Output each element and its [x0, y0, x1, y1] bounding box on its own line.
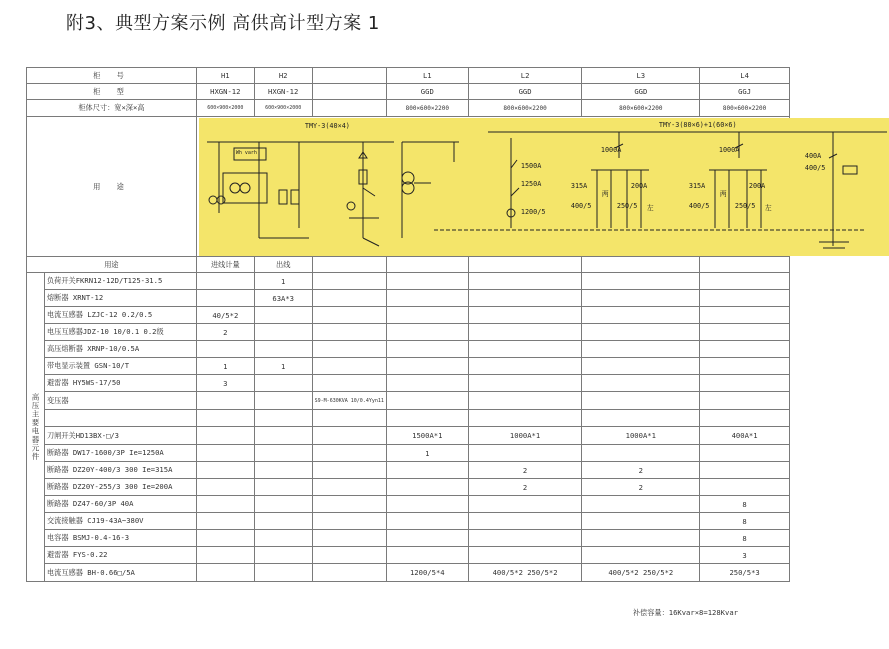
component-cell [582, 375, 700, 392]
component-cell [468, 341, 582, 358]
compensation-note: 补偿容量：16Kvar×8=128Kvar [632, 608, 738, 617]
component-cell: 2 [582, 462, 700, 479]
component-cell: 40/5*2 [196, 307, 254, 324]
component-cell [196, 530, 254, 547]
component-cell [582, 530, 700, 547]
component-cell [312, 273, 386, 290]
component-cell [254, 530, 312, 547]
component-cell [254, 427, 312, 445]
l1-label-a: 1500A [520, 161, 542, 170]
busbar-right-label: TMY-3(80×6)+1(60×6) [658, 120, 737, 129]
l3-label-c: 200A [748, 181, 766, 190]
header-usage: 用途 [27, 257, 197, 273]
row-usage [27, 257, 790, 273]
component-cell [312, 530, 386, 547]
component-cell [312, 410, 386, 427]
component-cell: 400/5*2 250/5*2 [582, 564, 700, 582]
component-cell [582, 307, 700, 324]
component-row [27, 392, 790, 410]
size-l1: 800×600×2200 [386, 100, 468, 117]
l3-label-a: 1000A [718, 145, 740, 154]
component-cell [582, 445, 700, 462]
component-cell [312, 375, 386, 392]
component-cell [386, 273, 468, 290]
component-name: 电流互感器 LZJC-12 0.2/0.5 [44, 307, 196, 324]
component-name: 避雷器 FYS-0.22 [44, 547, 196, 564]
component-row [27, 290, 790, 307]
l1-label-c: 1200/5 [520, 207, 546, 216]
cabinet-type-l1: GGD [386, 84, 468, 100]
cabinet-no-l3: L3 [582, 68, 700, 84]
header-usage-diagram: 用 途 [27, 117, 197, 257]
row-cabinet-type [27, 84, 790, 100]
component-cell [312, 513, 386, 530]
row-size [27, 100, 790, 117]
component-cell: 1000A*1 [582, 427, 700, 445]
group-label [27, 273, 45, 582]
component-row [27, 324, 790, 341]
component-row [27, 273, 790, 290]
usage-l1 [386, 257, 468, 273]
component-cell [196, 445, 254, 462]
meter-label: Wh varh [235, 149, 257, 156]
component-cell [312, 290, 386, 307]
component-rows [27, 273, 790, 582]
component-cell [254, 513, 312, 530]
component-cell [254, 564, 312, 582]
component-name [44, 410, 196, 427]
component-name: 断路器 DZ20Y-255/3 300 Ie=200A [44, 479, 196, 496]
l2-label-g: 左 [646, 203, 654, 212]
component-cell [468, 273, 582, 290]
component-cell [468, 392, 582, 410]
component-cell [386, 496, 468, 513]
component-row [27, 496, 790, 513]
component-cell [386, 392, 468, 410]
cabinet-no-l2: L2 [468, 68, 582, 84]
row-cabinet-no [27, 68, 790, 84]
component-cell [386, 410, 468, 427]
component-cell: 2 [196, 324, 254, 341]
component-cell: 3 [700, 547, 790, 564]
component-name: 电容器 BSMJ-0.4-16-3 [44, 530, 196, 547]
component-cell: 400A*1 [700, 427, 790, 445]
cabinet-no-l4: L4 [700, 68, 790, 84]
component-cell [468, 547, 582, 564]
component-row [27, 341, 790, 358]
l3-label-g: 左 [764, 203, 772, 212]
component-name: 电压互感器JDZ-10 10/0.1 0.2级 [44, 324, 196, 341]
component-cell: 250/5*3 [700, 564, 790, 582]
component-cell [700, 445, 790, 462]
component-cell [700, 392, 790, 410]
component-cell [312, 307, 386, 324]
component-cell [386, 479, 468, 496]
component-cell [386, 375, 468, 392]
cabinet-type-l3: GGD [582, 84, 700, 100]
component-cell [468, 530, 582, 547]
component-cell [468, 307, 582, 324]
component-name: 带电显示装置 GSN-10/T [44, 358, 196, 375]
cabinet-type-l4: GGJ [700, 84, 790, 100]
size-blank [312, 100, 386, 117]
component-cell [700, 358, 790, 375]
component-cell [700, 375, 790, 392]
component-cell [582, 273, 700, 290]
component-name: 断路器 DZ47-60/3P 40A [44, 496, 196, 513]
header-size: 柜体尺寸：宽×深×高 [27, 100, 197, 117]
group-label-text: 高压主要电器元件 [30, 393, 40, 461]
component-cell [700, 410, 790, 427]
component-cell [700, 479, 790, 496]
component-cell: 8 [700, 530, 790, 547]
component-row [27, 479, 790, 496]
component-cell [196, 427, 254, 445]
component-name: 交流接触器 CJ19-43A~380V [44, 513, 196, 530]
component-cell [468, 324, 582, 341]
row-diagram [27, 117, 790, 257]
component-cell [386, 307, 468, 324]
component-cell [386, 513, 468, 530]
component-cell [582, 410, 700, 427]
component-cell [312, 358, 386, 375]
cabinet-type-h1: HXGN-12 [196, 84, 254, 100]
cabinet-no-h2: H2 [254, 68, 312, 84]
cabinet-type-blank [312, 84, 386, 100]
component-name: 变压器 [44, 392, 196, 410]
cabinet-no-h1: H1 [196, 68, 254, 84]
l1-label-b: 1250A [520, 179, 542, 188]
component-cell [254, 392, 312, 410]
component-row [27, 307, 790, 324]
component-cell: 2 [468, 462, 582, 479]
component-cell [700, 307, 790, 324]
component-cell [196, 547, 254, 564]
l3-label-d: 400/5 [688, 201, 710, 210]
l2-label-b: 315A [570, 181, 588, 190]
component-cell: 1000A*1 [468, 427, 582, 445]
component-name: 刀闸开关HD13BX-□/3 [44, 427, 196, 445]
component-cell: 63A*3 [254, 290, 312, 307]
component-cell [468, 513, 582, 530]
l2-label-a: 1000A [600, 145, 622, 154]
component-cell [468, 358, 582, 375]
header-cabinet-type: 柜 型 [27, 84, 197, 100]
component-cell: 2 [582, 479, 700, 496]
component-row [27, 410, 790, 427]
component-row [27, 375, 790, 392]
component-cell: S9-M-630KVA 10/0.4Yyn11 [312, 392, 386, 410]
component-name: 断路器 DW17-1600/3P Ie=1250A [44, 445, 196, 462]
component-cell: 1500A*1 [386, 427, 468, 445]
component-row [27, 513, 790, 530]
page-title: 附3、典型方案示例 高供高计型方案 1 [66, 13, 380, 34]
component-cell [312, 564, 386, 582]
usage-l4 [700, 257, 790, 273]
cabinet-no-l1: L1 [386, 68, 468, 84]
component-cell [196, 392, 254, 410]
l2-label-c: 200A [630, 181, 648, 190]
component-cell [386, 462, 468, 479]
component-cell [196, 513, 254, 530]
component-row [27, 547, 790, 564]
component-cell [700, 290, 790, 307]
size-l3: 800×600×2200 [582, 100, 700, 117]
component-name: 避雷器 HY5WS-17/50 [44, 375, 196, 392]
component-cell [386, 530, 468, 547]
component-cell [254, 479, 312, 496]
component-cell [582, 358, 700, 375]
cabinet-type-l2: GGD [468, 84, 582, 100]
component-cell [468, 410, 582, 427]
component-row [27, 564, 790, 582]
component-cell: 8 [700, 513, 790, 530]
component-cell: 1200/5*4 [386, 564, 468, 582]
component-cell [254, 375, 312, 392]
component-cell [254, 324, 312, 341]
component-cell [196, 290, 254, 307]
l3-label-e: 250/5 [734, 201, 756, 210]
component-cell [312, 324, 386, 341]
component-cell [196, 410, 254, 427]
component-cell: 2 [468, 479, 582, 496]
component-cell [468, 290, 582, 307]
component-cell [254, 307, 312, 324]
component-cell [196, 462, 254, 479]
header-cabinet-no: 柜 号 [27, 68, 197, 84]
component-cell [700, 462, 790, 479]
usage-l2 [468, 257, 582, 273]
component-cell [196, 564, 254, 582]
component-cell: 8 [700, 496, 790, 513]
component-cell [386, 358, 468, 375]
component-row [27, 427, 790, 445]
component-cell [254, 496, 312, 513]
component-name: 电流互感器 BH-0.66□/5A [44, 564, 196, 582]
l3-label-b: 315A [688, 181, 706, 190]
component-cell: 1 [254, 358, 312, 375]
wiring-svg [199, 118, 889, 256]
component-cell [582, 324, 700, 341]
component-cell [196, 341, 254, 358]
component-row [27, 358, 790, 375]
component-cell [468, 496, 582, 513]
l3-label-f: 两 [719, 189, 727, 198]
component-cell [700, 273, 790, 290]
component-row [27, 445, 790, 462]
l4-label-a: 400A [804, 151, 822, 160]
single-line-diagram [196, 117, 826, 257]
component-cell [312, 462, 386, 479]
component-row [27, 462, 790, 479]
component-cell [312, 479, 386, 496]
usage-blank [312, 257, 386, 273]
component-cell [196, 496, 254, 513]
usage-l3 [582, 257, 700, 273]
component-cell [196, 479, 254, 496]
component-cell [700, 341, 790, 358]
component-name: 高压熔断器 XRNP-10/0.5A [44, 341, 196, 358]
size-l4: 800×600×2200 [700, 100, 790, 117]
component-cell [312, 427, 386, 445]
component-name: 负荷开关FKRN12-12D/T125-31.5 [44, 273, 196, 290]
component-cell [312, 445, 386, 462]
component-cell [254, 410, 312, 427]
component-cell [582, 547, 700, 564]
l2-label-e: 250/5 [616, 201, 638, 210]
component-cell [386, 290, 468, 307]
component-cell [582, 496, 700, 513]
component-cell [468, 375, 582, 392]
component-cell [386, 324, 468, 341]
component-cell [582, 392, 700, 410]
component-cell: 3 [196, 375, 254, 392]
size-h1: 600×900×2000 [196, 100, 254, 117]
size-h2: 600×900×2000 [254, 100, 312, 117]
component-cell: 1 [254, 273, 312, 290]
component-cell [254, 341, 312, 358]
l2-label-f: 两 [601, 189, 609, 198]
component-cell: 1 [386, 445, 468, 462]
component-cell: 1 [196, 358, 254, 375]
usage-h2: 出线 [254, 257, 312, 273]
component-cell: 400/5*2 250/5*2 [468, 564, 582, 582]
l4-label-b: 400/5 [804, 163, 826, 172]
component-cell [386, 547, 468, 564]
component-cell [700, 324, 790, 341]
component-name: 熔断器 XRNT-12 [44, 290, 196, 307]
component-cell [582, 290, 700, 307]
component-cell [254, 462, 312, 479]
l2-label-d: 400/5 [570, 201, 592, 210]
component-cell [196, 273, 254, 290]
component-cell [312, 341, 386, 358]
component-cell [254, 547, 312, 564]
component-name: 断路器 DZ20Y-400/3 300 Ie=315A [44, 462, 196, 479]
usage-h1: 进线计量 [196, 257, 254, 273]
component-cell [312, 547, 386, 564]
component-cell [582, 341, 700, 358]
component-row [27, 530, 790, 547]
cabinet-type-h2: HXGN-12 [254, 84, 312, 100]
scheme-table [26, 67, 826, 582]
component-cell [312, 496, 386, 513]
component-cell [254, 445, 312, 462]
cabinet-no-blank [312, 68, 386, 84]
component-cell [386, 341, 468, 358]
component-cell [582, 513, 700, 530]
busbar-left-label: TMY-3(40×4) [304, 121, 350, 130]
size-l2: 800×600×2200 [468, 100, 582, 117]
component-cell [468, 445, 582, 462]
